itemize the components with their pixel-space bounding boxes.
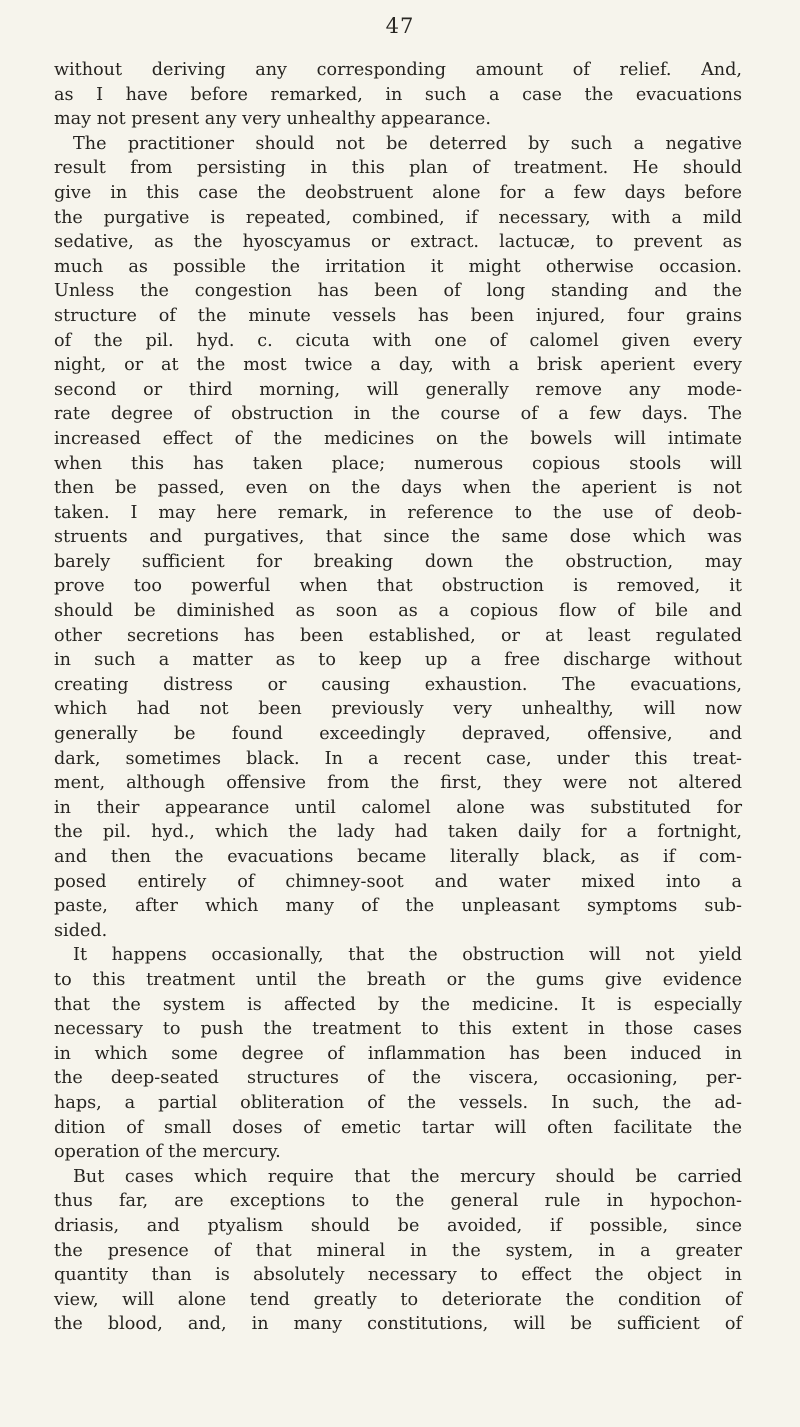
text-line: operation of the mercury.	[54, 1142, 281, 1163]
text-line: barely sufficient for breaking down the obstruction, may	[54, 551, 742, 572]
text-line: the presence of that mineral in the system, in a greater	[54, 1240, 742, 1261]
paragraph	[54, 943, 742, 1164]
text-line: It happens occasionally, that the obstruction will not yield	[73, 945, 742, 966]
text-line: to this treatment until the breath or the gums give evidence	[54, 969, 742, 990]
text-line: sided.	[54, 920, 108, 941]
text-line: without deriving any corresponding amount of relief. And,	[54, 60, 742, 80]
text-line: result from persisting in this plan of treatment. He should	[54, 158, 742, 179]
text-line: prove too powerful when that obstruction is removed, it	[54, 576, 742, 597]
text-line: much as possible the irritation it might otherwise occasion.	[54, 256, 742, 277]
text-line: give in this case the deobstruent alone for a few days before	[54, 182, 742, 203]
text-line: driasis, and ptyalism should be avoided, if possible, since	[54, 1215, 742, 1236]
text-line: Unless the congestion has been of long standing and the	[54, 281, 742, 302]
paragraph	[54, 1165, 742, 1337]
text-line: generally be found exceedingly depraved, offensive, and	[54, 724, 742, 745]
text-line: other secretions has been established, or at least regulated	[54, 625, 742, 646]
text-line: dark, sometimes black. In a recent case, under this treat-	[54, 748, 742, 769]
text-line: when this has taken place; numerous copious stools will	[54, 453, 742, 474]
text-line: the purgative is repeated, combined, if necessary, with a mild	[54, 207, 742, 228]
text-line: posed entirely of chimney-soot and water mixed into a	[54, 871, 742, 892]
text-line: taken. I may here remark, in reference to the use of deob-	[54, 502, 742, 523]
text-line: as I have before remarked, in such a case the evacuations	[54, 84, 742, 105]
paragraph	[54, 58, 742, 132]
text-line: should be diminished as soon as a copious flow of bile and	[54, 601, 742, 622]
text-line: the deep-seated structures of the viscera, occasioning, per-	[54, 1068, 742, 1089]
text-line: haps, a partial obliteration of the vessels. In such, the ad-	[54, 1092, 742, 1113]
text-line: thus far, are exceptions to the general rule in hypochon-	[54, 1191, 742, 1212]
body-text	[54, 58, 742, 1337]
text-line: quantity than is absolutely necessary to effect the object in	[54, 1265, 742, 1286]
text-line: creating distress or causing exhaustion. The evacuations,	[54, 674, 742, 695]
text-line: the blood, and, in many constitutions, will be sufficient of	[54, 1314, 742, 1335]
text-line: which had not been previously very unhealthy, will now	[54, 699, 742, 720]
text-line: in their appearance until calomel alone was substituted for	[54, 797, 742, 818]
text-line: view, will alone tend greatly to deteriorate the condition of	[54, 1289, 742, 1310]
text-line: The practitioner should not be deterred by such a negative	[73, 133, 742, 154]
text-line: ment, although offensive from the first, they were not altered	[54, 773, 742, 794]
text-line: in which some degree of inflammation has been induced in	[54, 1043, 742, 1064]
text-line: that the system is affected by the medicine. It is especially	[54, 994, 742, 1015]
text-line: sedative, as the hyoscyamus or extract. lactucæ, to prevent as	[54, 232, 742, 253]
text-line: increased effect of the medicines on the bowels will intimate	[54, 428, 742, 449]
text-line: and then the evacuations became literally black, as if com-	[54, 847, 742, 867]
text-line: the pil. hyd., which the lady had taken daily for a fortnight,	[54, 822, 742, 843]
text-line: of the pil. hyd. c. cicuta with one of calomel given every	[54, 330, 742, 351]
text-line: necessary to push the treatment to this extent in those cases	[54, 1019, 742, 1040]
text-line: But cases which require that the mercury should be carried	[73, 1166, 742, 1187]
text-line: then be passed, even on the days when the aperient is not	[54, 478, 742, 499]
text-line: in such a matter as to keep up a free discharge without	[54, 650, 742, 671]
text-line: struents and purgatives, that since the same dose which was	[54, 527, 742, 548]
text-line: night, or at the most twice a day, with a brisk aperient every	[54, 355, 742, 376]
page-number: 47	[385, 14, 415, 38]
text-line: may not present any very unhealthy appearance.	[54, 109, 491, 130]
text-line: structure of the minute vessels has been injured, four grains	[54, 305, 742, 326]
text-line: second or third morning, will generally remove any mode-	[54, 379, 742, 400]
text-line: dition of small doses of emetic tartar will often facilitate the	[54, 1117, 742, 1138]
text-line: rate degree of obstruction in the course of a few days. The	[54, 404, 742, 425]
text-line: paste, after which many of the unpleasant symptoms sub-	[54, 896, 742, 917]
paragraph	[54, 132, 742, 944]
